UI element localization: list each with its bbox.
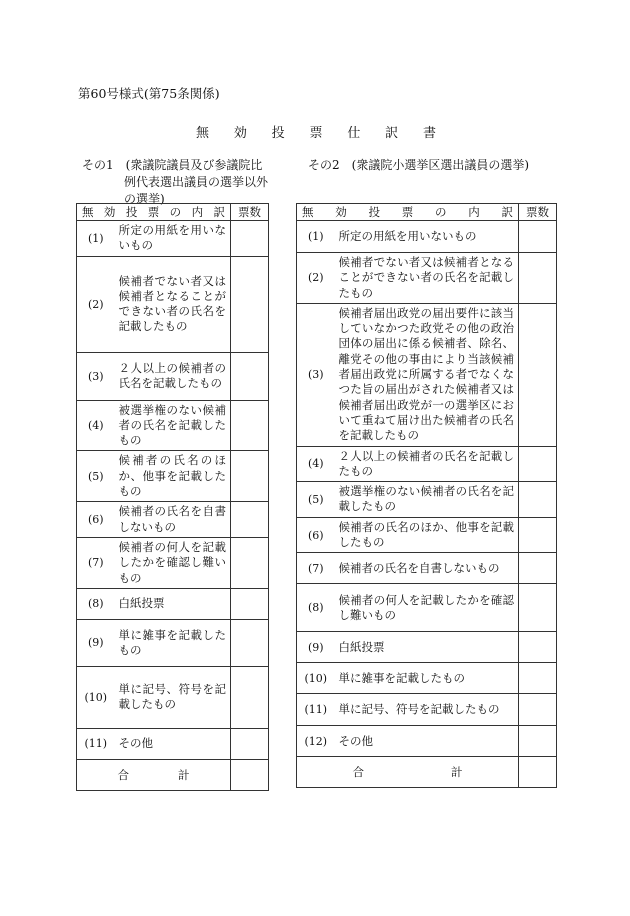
row-description: 被選挙権のない候補者の氏名を記載したもの <box>335 482 519 518</box>
total-label <box>297 757 519 788</box>
row-description: 候補者の何人を記載したかを確認し難いもの <box>115 537 231 588</box>
title-char: 効 <box>233 126 247 141</box>
table-row <box>297 553 557 584</box>
total-vote-cell[interactable] <box>231 759 269 790</box>
table-row <box>297 584 557 632</box>
section1-heading-line3: の選挙) <box>124 192 165 206</box>
section1-heading <box>82 157 282 208</box>
row-number: (5) <box>297 482 335 518</box>
vote-count-cell[interactable] <box>231 588 269 619</box>
row-number: (10) <box>297 663 335 694</box>
table-row <box>297 446 557 482</box>
row-number: (1) <box>297 221 335 253</box>
row-description: 候補者の氏名を自書しないもの <box>335 553 519 584</box>
section1-heading-line2: 例代表選出議員の選挙以外 <box>124 175 269 189</box>
row-description: その他 <box>115 728 231 759</box>
vote-count-cell[interactable] <box>519 632 557 663</box>
row-number: (11) <box>297 694 335 726</box>
total-row <box>77 759 269 790</box>
table-row <box>77 537 269 588</box>
row-description: 単に記号、符号を記載したもの <box>335 694 519 726</box>
vote-count-cell[interactable] <box>519 253 557 304</box>
title-char: 書 <box>422 126 436 141</box>
section1-heading-line1: その1 (衆議院議員及び参議院比 <box>82 158 263 172</box>
table-header-row <box>77 204 269 221</box>
vote-count-cell[interactable] <box>231 352 269 400</box>
total-label-b: 計 <box>178 767 190 782</box>
vote-count-cell[interactable] <box>231 221 269 257</box>
section2-heading: その2 (衆議院小選挙区選出議員の選挙) <box>308 158 529 172</box>
row-description: その他 <box>335 726 519 757</box>
row-number: (10) <box>77 666 115 728</box>
table-row <box>297 632 557 663</box>
row-description: 白紙投票 <box>115 588 231 619</box>
title-char: 投 <box>271 126 285 141</box>
vote-count-cell[interactable] <box>519 726 557 757</box>
total-label <box>77 759 231 790</box>
row-number: (8) <box>297 584 335 632</box>
vote-count-cell[interactable] <box>231 400 269 451</box>
row-number: (2) <box>77 256 115 352</box>
row-number: (11) <box>77 728 115 759</box>
row-description: 単に雑事を記載したもの <box>115 619 231 666</box>
vote-count-cell[interactable] <box>231 537 269 588</box>
row-description: ２人以上の候補者の氏名を記載したもの <box>335 446 519 482</box>
vote-count-cell[interactable] <box>231 502 269 538</box>
table-row <box>77 588 269 619</box>
total-label-b: 計 <box>451 765 463 780</box>
row-number: (5) <box>77 451 115 502</box>
vote-count-cell[interactable] <box>519 221 557 253</box>
total-label-a: 合 <box>117 767 129 782</box>
row-description: 単に記号、符号を記載したもの <box>115 666 231 728</box>
vote-count-cell[interactable] <box>231 619 269 666</box>
vote-count-cell[interactable] <box>519 303 557 446</box>
row-description: 候補者でない者又は候補者となることができない者の氏名を記載したもの <box>335 253 519 304</box>
row-number: (6) <box>77 502 115 538</box>
row-description: 単に雑事を記載したもの <box>335 663 519 694</box>
document-title <box>196 122 436 141</box>
vote-count-cell[interactable] <box>519 663 557 694</box>
table-row <box>77 451 269 502</box>
table-row <box>297 253 557 304</box>
row-number: (9) <box>297 632 335 663</box>
table-row <box>297 726 557 757</box>
row-number: (4) <box>77 400 115 451</box>
form-label: 第60号様式(第75条関係) <box>78 86 220 101</box>
table-row <box>297 303 557 446</box>
vote-count-cell[interactable] <box>519 446 557 482</box>
row-description: 候補者の何人を記載したかを確認し難いもの <box>335 584 519 632</box>
table-row <box>77 728 269 759</box>
row-description: 所定の用紙を用いないもの <box>335 221 519 253</box>
row-number: (4) <box>297 446 335 482</box>
total-vote-cell[interactable] <box>519 757 557 788</box>
row-number: (12) <box>297 726 335 757</box>
vote-count-cell[interactable] <box>231 256 269 352</box>
row-description: 白紙投票 <box>335 632 519 663</box>
table-row <box>77 221 269 257</box>
vote-count-cell[interactable] <box>231 451 269 502</box>
table-row <box>77 502 269 538</box>
title-char: 票 <box>309 126 323 141</box>
col-header-votes: 票数 <box>231 204 269 221</box>
vote-count-cell[interactable] <box>519 694 557 726</box>
table-header-row <box>297 204 557 221</box>
row-description: 候補者でない者又は候補者となることができない者の氏名を記載したもの <box>115 256 231 352</box>
table-row <box>297 517 557 553</box>
total-label-a: 合 <box>352 765 364 780</box>
row-number: (2) <box>297 253 335 304</box>
row-number: (3) <box>77 352 115 400</box>
table-row <box>77 256 269 352</box>
vote-count-cell[interactable] <box>519 517 557 553</box>
row-number: (8) <box>77 588 115 619</box>
col-header-content: 無効投票の内訳 <box>77 204 231 221</box>
col-header-content: 無効投票の内訳 <box>297 204 519 221</box>
vote-count-cell[interactable] <box>519 482 557 518</box>
vote-count-cell[interactable] <box>231 728 269 759</box>
row-description: 被選挙権のない候補者の氏名を記載したもの <box>115 400 231 451</box>
title-char: 無 <box>196 126 210 141</box>
total-row <box>297 757 557 788</box>
row-description: 候補者届出政党の届出要件に該当していなかつた政党その他の政治団体の届出に係る候補者、除名、離党その他の事由により当該候補者届出政党に所属する者でなくなつた旨の届出がされた候補者又は候補者届出政党が一の選挙区において重ねて届け出た候補者の氏名を記載したもの <box>335 303 519 446</box>
row-description: 候補者の氏名のほか、他事を記載したもの <box>115 451 231 502</box>
row-number: (3) <box>297 303 335 446</box>
table-row <box>77 400 269 451</box>
title-char: 仕 <box>347 126 361 141</box>
vote-count-cell[interactable] <box>519 553 557 584</box>
table-row <box>297 663 557 694</box>
row-number: (6) <box>297 517 335 553</box>
vote-count-cell[interactable] <box>519 584 557 632</box>
row-description: ２人以上の候補者の氏名を記載したもの <box>115 352 231 400</box>
vote-count-cell[interactable] <box>231 666 269 728</box>
row-description: 候補者の氏名のほか、他事を記載したもの <box>335 517 519 553</box>
row-number: (7) <box>77 537 115 588</box>
table-row <box>77 666 269 728</box>
row-description: 所定の用紙を用いないもの <box>115 221 231 257</box>
table-row <box>297 482 557 518</box>
row-number: (7) <box>297 553 335 584</box>
table-row <box>77 619 269 666</box>
section1-table <box>76 203 269 791</box>
section2-table <box>296 203 557 788</box>
table-row <box>297 221 557 253</box>
table-row <box>77 352 269 400</box>
row-number: (9) <box>77 619 115 666</box>
table-row <box>297 694 557 726</box>
row-description: 候補者の氏名を自書しないもの <box>115 502 231 538</box>
title-char: 訳 <box>385 126 399 141</box>
row-number: (1) <box>77 221 115 257</box>
col-header-votes: 票数 <box>519 204 557 221</box>
